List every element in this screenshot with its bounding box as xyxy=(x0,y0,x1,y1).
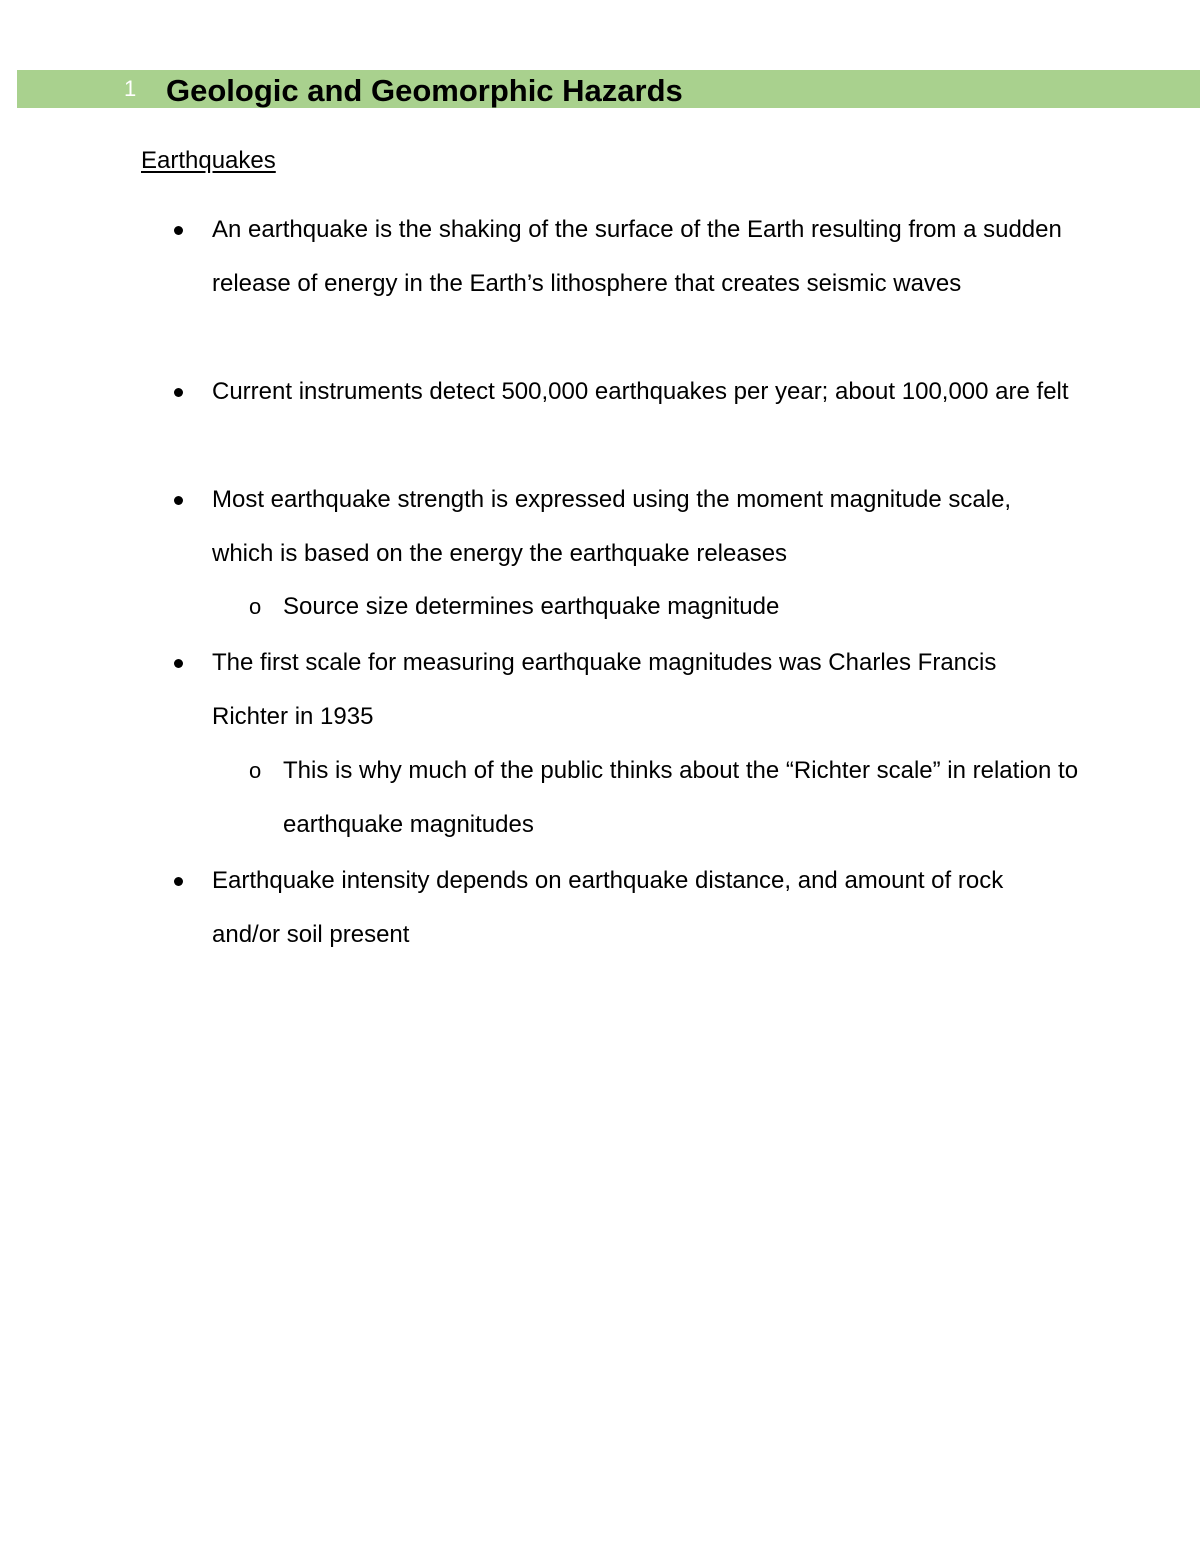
circle-bullet-icon: o xyxy=(249,758,262,783)
bullet-dot-icon xyxy=(174,659,183,668)
bullet-dot-icon xyxy=(174,496,183,505)
bullet-item xyxy=(212,473,1072,581)
sub-bullet-text: This is why much of the public thinks about the “Richter scale” in relation to earthquake magnitudes xyxy=(283,757,1079,838)
bullet-item xyxy=(212,636,1072,744)
bullet-item xyxy=(212,203,1072,311)
section-title: Earthquakes xyxy=(141,147,276,174)
sub-bullet-item xyxy=(249,580,1083,634)
sub-bullet-item xyxy=(249,744,1083,852)
bullet-text: Most earthquake strength is expressed using the moment magnitude scale, which is based on the energy the earthquake releases xyxy=(212,486,1012,567)
bullet-text: An earthquake is the shaking of the surface of the Earth resulting from a sudden release of energy in the Earth’s lithosphere that creates seismic waves xyxy=(212,216,1062,297)
heading-title: Geologic and Geomorphic Hazards xyxy=(166,73,683,108)
bullet-item xyxy=(212,854,1072,962)
bullet-dot-icon xyxy=(174,226,183,235)
bullet-item xyxy=(212,365,1072,419)
sub-bullet-text: Source size determines earthquake magnitude xyxy=(283,593,780,620)
heading-number: 1 xyxy=(124,76,137,101)
bullet-text: The first scale for measuring earthquake magnitudes was Charles Francis Richter in 1935 xyxy=(212,649,997,730)
bullet-text: Earthquake intensity depends on earthquake distance, and amount of rock and/or soil present xyxy=(212,867,1004,948)
bullet-dot-icon xyxy=(174,877,183,886)
bullet-dot-icon xyxy=(174,388,183,397)
bullet-text: Current instruments detect 500,000 earthquakes per year; about 100,000 are felt xyxy=(212,378,1069,405)
circle-bullet-icon: o xyxy=(249,594,262,619)
